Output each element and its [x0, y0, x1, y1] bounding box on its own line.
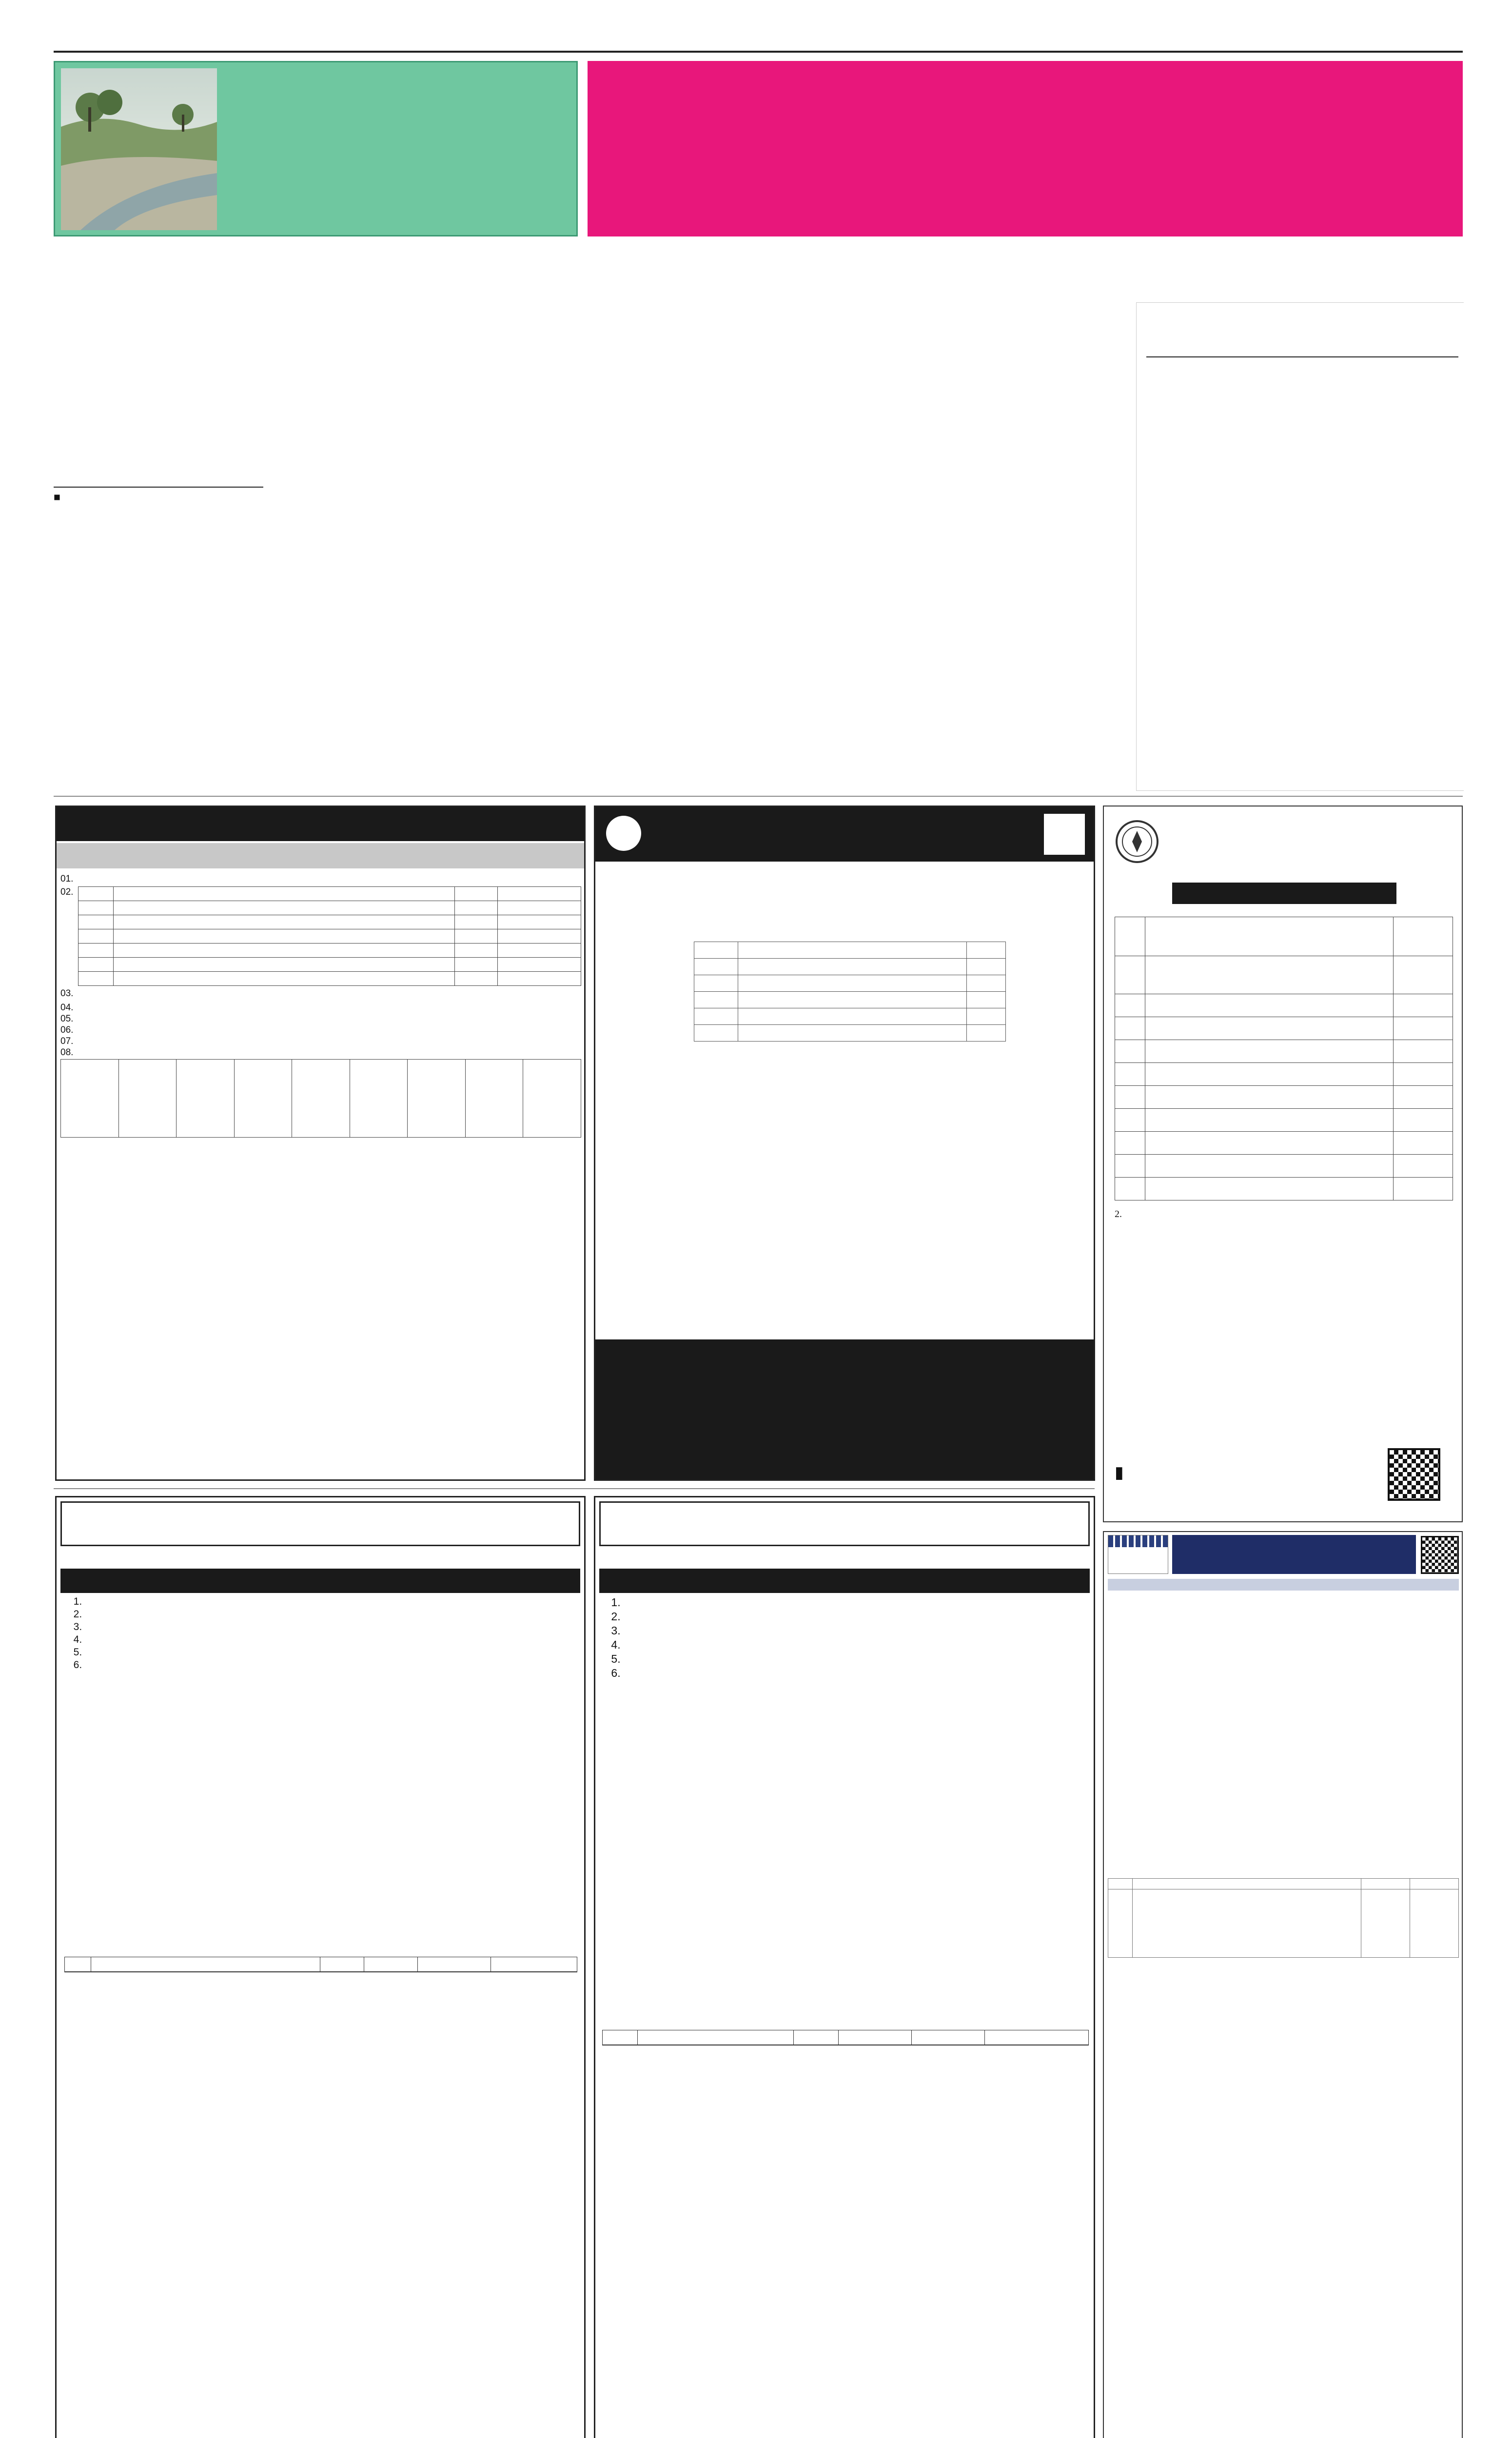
credential-col [408, 1060, 466, 1138]
byline-rule [54, 487, 263, 488]
credential-col [350, 1060, 408, 1138]
post-name [1145, 1132, 1394, 1155]
col-head [1145, 917, 1394, 956]
pacra-ballot [1108, 1579, 1459, 1591]
post-count [1394, 956, 1453, 994]
post-row [1115, 1063, 1453, 1086]
keti-notice-2 [594, 1496, 1095, 2438]
tender-row [79, 915, 581, 929]
pacra-logo-bar [1108, 1535, 1168, 1547]
keti2-notice [599, 1569, 1090, 1593]
post-count [1394, 1040, 1453, 1063]
post-count [1394, 1109, 1453, 1132]
col-head [794, 2030, 839, 2045]
col-head [320, 1957, 364, 1972]
tender-cell [113, 972, 455, 986]
post-sr [1115, 956, 1145, 994]
tender-cell [497, 958, 581, 972]
corrigendum-ad [1103, 806, 1463, 1522]
mes-p8: 08. [60, 1047, 581, 1058]
post-name [1145, 1017, 1394, 1040]
tender-row [79, 901, 581, 915]
col-head [638, 2030, 794, 2045]
para [85, 1647, 577, 1658]
item-row [694, 1008, 1006, 1025]
tender-cell [79, 915, 114, 929]
tender-cell [497, 944, 581, 958]
item-cell [967, 975, 1006, 992]
mes-p4-text [78, 1002, 581, 1013]
post-name [1145, 994, 1394, 1017]
main-story-col2 [272, 376, 481, 377]
mes-p1: 01. [60, 873, 581, 885]
mes-works-row: 02. [60, 886, 581, 986]
qr-code-icon [1388, 1448, 1440, 1501]
item-cell [694, 975, 738, 992]
mes-p4: 04. [60, 1002, 581, 1013]
qr-code-icon [1421, 1536, 1459, 1574]
col-head [364, 1957, 418, 1972]
corr-footer [1115, 1441, 1453, 1519]
tender-cell [113, 887, 455, 901]
item-cell [967, 1025, 1006, 1042]
post-sr [1115, 1040, 1145, 1063]
pnra-logo [606, 816, 641, 851]
col-head [967, 942, 1006, 959]
para [624, 1624, 1087, 1637]
corr-table [1115, 917, 1453, 1200]
credential-col [292, 1060, 350, 1138]
item-row [694, 959, 1006, 975]
mes-p1-text [78, 873, 581, 885]
tender-row [79, 944, 581, 958]
credential-col [118, 1060, 177, 1138]
tender-cell [113, 915, 455, 929]
main-story-col1 [54, 371, 263, 503]
mes-p7: 07. [60, 1036, 581, 1047]
masthead-rule [54, 51, 1463, 53]
corr-p2: 2. [1115, 1209, 1129, 1219]
col-head [65, 1957, 91, 1972]
story-col1-text [54, 520, 263, 521]
vote-for-box[interactable] [1361, 1889, 1410, 1958]
tender-cell [79, 887, 114, 901]
post-sr [1115, 1132, 1145, 1155]
tender-cell [455, 958, 497, 972]
post-name [1145, 1109, 1394, 1132]
mes-ad [55, 806, 586, 1481]
credential-col [234, 1060, 292, 1138]
col-head [1133, 1879, 1361, 1889]
tender-cell [79, 972, 114, 986]
post-sr [1115, 1017, 1145, 1040]
tender-cell [455, 929, 497, 944]
item-cell [738, 1025, 967, 1042]
post-name [1145, 1040, 1394, 1063]
mes-p5-text [78, 1013, 581, 1024]
tender-cell [497, 972, 581, 986]
item-cell [738, 959, 967, 975]
col-head [912, 2030, 985, 2045]
pacra-logo [1108, 1535, 1168, 1574]
para [85, 1621, 577, 1633]
post-row [1115, 994, 1453, 1017]
post-name [1145, 1086, 1394, 1109]
col-head [839, 2030, 912, 2045]
credential-col [465, 1060, 523, 1138]
para [85, 1659, 577, 1671]
tender-cell [113, 958, 455, 972]
keti2-title [599, 1501, 1090, 1546]
tender-row [79, 958, 581, 972]
tender-cell [455, 944, 497, 958]
tender-cell [79, 958, 114, 972]
post-sr [1115, 1086, 1145, 1109]
item-cell [694, 1025, 738, 1042]
col-head [1361, 1879, 1410, 1889]
col-head [694, 942, 738, 959]
tender-cell [113, 929, 455, 944]
ads-top-rule [54, 796, 1463, 797]
credential-col [177, 1060, 235, 1138]
tender-cell [113, 944, 455, 958]
post-count [1394, 1086, 1453, 1109]
keti2-paras [612, 1596, 1087, 1681]
post-row [1115, 1017, 1453, 1040]
tender-row [79, 972, 581, 986]
item-cell [738, 1008, 967, 1025]
tender-row [79, 887, 581, 901]
tender-row [79, 929, 581, 944]
section-banner [588, 61, 1463, 236]
pnra-items-table [694, 942, 1006, 1042]
tender-cell [455, 887, 497, 901]
col-head [491, 1957, 577, 1972]
post-sr [1115, 1155, 1145, 1178]
corr-body [1115, 910, 1453, 1220]
pnra-header [595, 807, 1094, 862]
wfs-mark: ▮ [1115, 1463, 1124, 1482]
item-cell [694, 1008, 738, 1025]
pacra-vote-table [1108, 1878, 1459, 1958]
tender-cell [79, 901, 114, 915]
pacra-notes [1108, 1972, 1459, 1978]
para [624, 1667, 1087, 1680]
main-story-col5 [925, 376, 1135, 377]
mes-p5: 05. [60, 1013, 581, 1024]
tender-cell [455, 915, 497, 929]
para [85, 1609, 577, 1620]
tender-cell [497, 901, 581, 915]
post-row [1115, 1155, 1453, 1178]
para [624, 1638, 1087, 1652]
para [85, 1596, 577, 1608]
col-head [418, 1957, 491, 1972]
mes-title [57, 843, 584, 868]
col-head [1115, 917, 1145, 956]
mes-works-table [78, 886, 581, 986]
post-row [1115, 1132, 1453, 1155]
para [624, 1596, 1087, 1609]
byline: ■ [54, 491, 60, 503]
item-row [694, 1025, 1006, 1042]
main-story-col4 [707, 376, 917, 377]
keti1-table [64, 1957, 577, 1972]
item-cell [694, 992, 738, 1008]
post-count [1394, 1132, 1453, 1155]
pnra-footer [595, 1339, 1094, 1479]
col-head [738, 942, 967, 959]
mes-p7-text [78, 1036, 581, 1047]
masthead [54, 28, 1463, 50]
side-rule [1146, 356, 1458, 357]
keti1-paras [73, 1596, 577, 1672]
item-cell [967, 992, 1006, 1008]
para [624, 1610, 1087, 1623]
item-cell [738, 975, 967, 992]
corr-title [1172, 883, 1396, 904]
mes-p8-text [78, 1047, 581, 1058]
post-name [1145, 1063, 1394, 1086]
post-row [1115, 956, 1453, 994]
mes-p6-text [78, 1024, 581, 1036]
post-count [1394, 1063, 1453, 1086]
tender-cell [497, 887, 581, 901]
wfs-logo [1115, 1463, 1131, 1482]
mes-credentials-table [60, 1059, 581, 1138]
item-cell [694, 959, 738, 975]
tender-cell [455, 972, 497, 986]
vote-against-box[interactable] [1410, 1889, 1459, 1958]
post-count [1394, 1017, 1453, 1040]
para [624, 1652, 1087, 1666]
tender-cell [455, 901, 497, 915]
col-head [603, 2030, 638, 2045]
corr-total-label [1145, 1178, 1394, 1200]
col-head [1394, 917, 1453, 956]
item-row [694, 975, 1006, 992]
pacra-banner [1172, 1535, 1416, 1574]
side-story-box [1136, 302, 1464, 791]
para [85, 1634, 577, 1646]
post-sr [1115, 994, 1145, 1017]
mes-p3: 03. [60, 988, 581, 999]
canal-photo [61, 68, 217, 230]
tender-cell [79, 944, 114, 958]
col-head [91, 1957, 320, 1972]
post-count [1394, 1155, 1453, 1178]
mes-org [57, 807, 584, 841]
post-row [1115, 1040, 1453, 1063]
pnra-body [606, 933, 1083, 1056]
item-cell [967, 959, 1006, 975]
tender-cell [113, 901, 455, 915]
sindh-emblem [1115, 819, 1159, 864]
credential-col [61, 1060, 119, 1138]
keti1-notice [60, 1569, 580, 1593]
ads-mid-rule [54, 1488, 1095, 1489]
post-sr [1115, 1109, 1145, 1132]
tender-cell [79, 929, 114, 944]
item-cell [738, 992, 967, 1008]
mes-p6: 06. [60, 1024, 581, 1036]
teaser-box [54, 61, 578, 236]
credential-col [523, 1060, 581, 1138]
mes-p3-text [78, 988, 581, 999]
col-head [1108, 1879, 1133, 1889]
vote-no [1108, 1889, 1133, 1958]
item-row [694, 992, 1006, 1008]
tender-cell [497, 915, 581, 929]
keti-notice-1 [55, 1496, 586, 2438]
post-row [1115, 1086, 1453, 1109]
post-name [1145, 1155, 1394, 1178]
col-head [985, 2030, 1089, 2045]
col-head [1410, 1879, 1459, 1889]
vote-desc [1133, 1889, 1361, 1958]
mes-body [60, 873, 581, 1138]
post-name [1145, 956, 1394, 994]
pacra-ad [1103, 1531, 1463, 2438]
keti1-title [60, 1501, 580, 1546]
post-count [1394, 994, 1453, 1017]
item-cell [967, 1008, 1006, 1025]
main-story-col3 [490, 376, 699, 377]
pnra-ad [594, 806, 1095, 1481]
uraan-logo [1044, 814, 1085, 855]
corr-total [1394, 1178, 1453, 1200]
keti2-table [602, 2030, 1089, 2045]
tender-cell [497, 929, 581, 944]
post-sr [1115, 1063, 1145, 1086]
post-row [1115, 1109, 1453, 1132]
